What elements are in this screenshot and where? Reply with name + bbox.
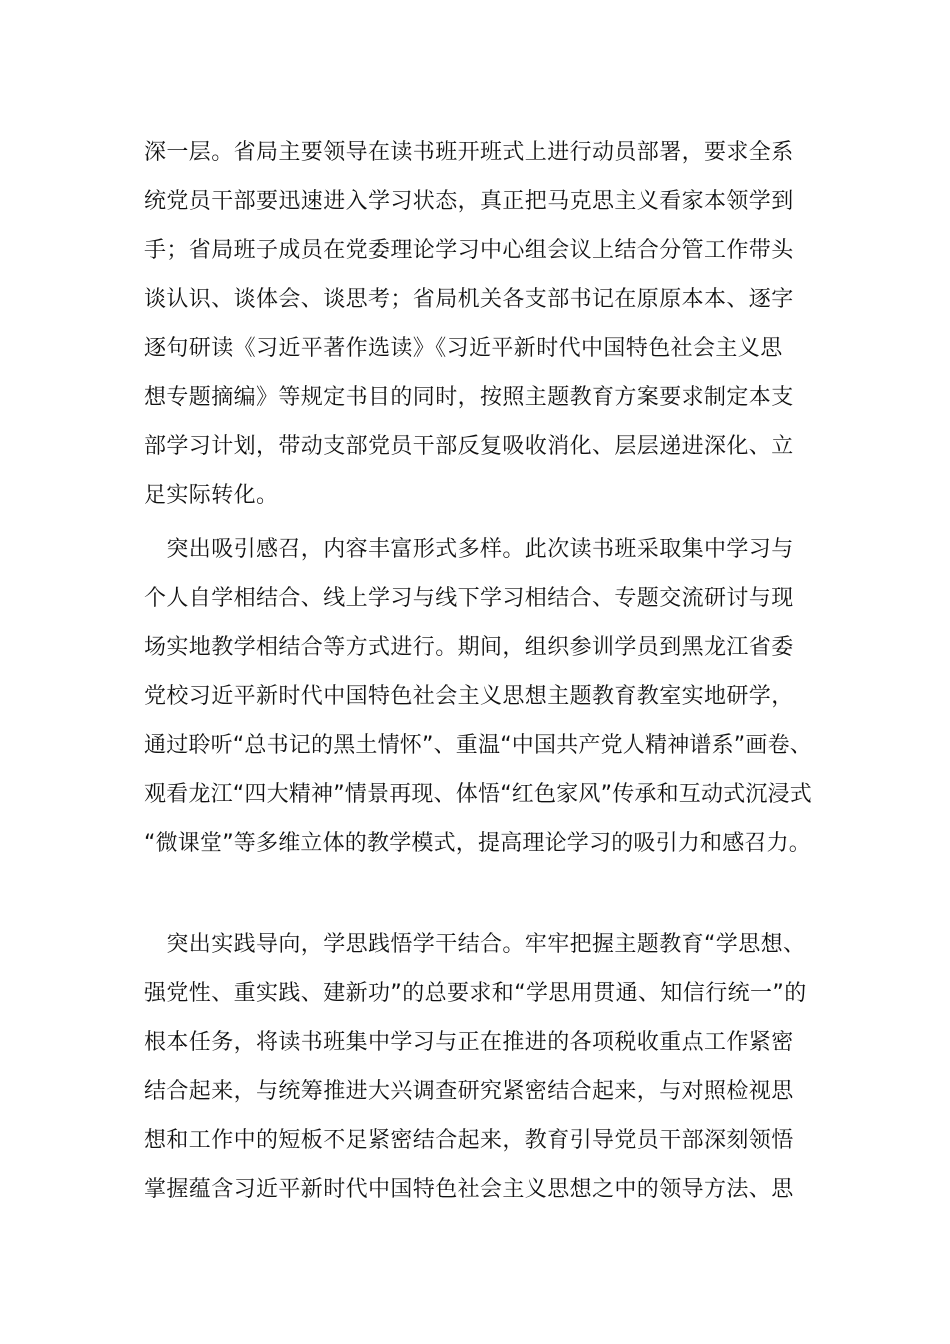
text-line: 掌握蕴含习近平新时代中国特色社会主义思想之中的领导方法、思	[144, 1177, 794, 1202]
text-line: 党校习近平新时代中国特色社会主义思想主题教育教室实地研学，	[144, 684, 794, 709]
text-line: 场实地教学相结合等方式进行。期间，组织参训学员到黑龙江省委	[144, 635, 794, 660]
text-line: 统党员干部要迅速进入学习状态，真正把马克思主义看家本领学到	[144, 189, 794, 214]
text-line: 通过聆听“总书记的黑土情怀”、重温“中国共产党人精神谱系”画卷、	[144, 733, 812, 758]
text-line: 谈认识、谈体会、谈思考；省局机关各支部书记在原原本本、逐字	[144, 287, 794, 312]
text-line: 根本任务，将读书班集中学习与正在推进的各项税收重点工作紧密	[144, 1030, 794, 1055]
text-line: 个人自学相结合、线上学习与线下学习相结合、专题交流研讨与现	[144, 586, 794, 611]
paragraph-practice-orientation	[144, 920, 814, 1214]
text-line: 强党性、重实践、建新功”的总要求和“学思用贯通、知信行统一”的	[144, 981, 807, 1006]
text-line: 观看龙江“四大精神”情景再现、体悟“红色家风”传承和互动式沉浸式	[144, 782, 812, 807]
paragraph-appeal-format	[144, 525, 814, 868]
paragraph-study-deployment	[144, 128, 814, 520]
text-line: 想和工作中的短板不足紧密结合起来，教育引导党员干部深刻领悟	[144, 1128, 794, 1153]
text-line: 部学习计划，带动支部党员干部反复吸收消化、层层递进深化、立	[144, 434, 794, 459]
text-line: 结合起来，与统筹推进大兴调查研究紧密结合起来，与对照检视思	[144, 1079, 794, 1104]
text-line: 突出吸引感召，内容丰富形式多样。此次读书班采取集中学习与	[144, 537, 794, 562]
text-line: 深一层。省局主要领导在读书班开班式上进行动员部署，要求全系	[144, 140, 794, 165]
text-line: 想专题摘编》等规定书目的同时，按照主题教育方案要求制定本支	[144, 385, 794, 410]
text-line: 逐句研读《习近平著作选读》《习近平新时代中国特色社会主义思	[144, 336, 783, 361]
text-line: “微课堂”等多维立体的教学模式，提高理论学习的吸引力和感召力。	[144, 831, 811, 856]
text-line: 手；省局班子成员在党委理论学习中心组会议上结合分管工作带头	[144, 238, 794, 263]
text-line: 足实际转化。	[144, 483, 279, 508]
text-line: 突出实践导向，学思践悟学干结合。牢牢把握主题教育“学思想、	[144, 932, 806, 957]
